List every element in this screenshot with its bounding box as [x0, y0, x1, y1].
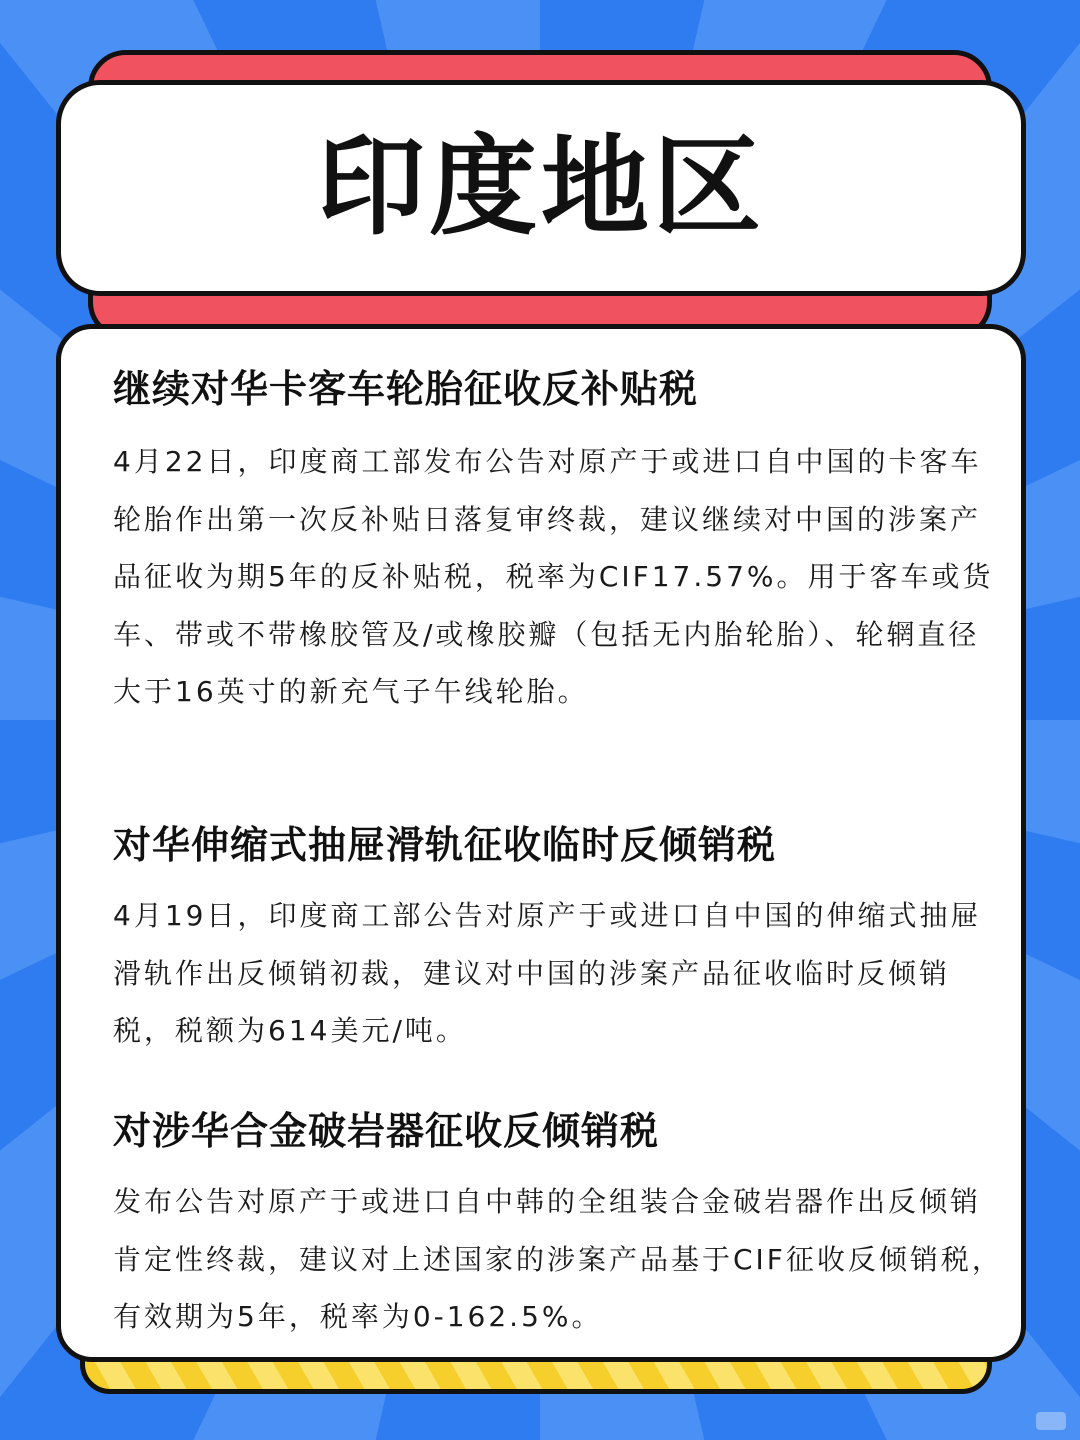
section-body: 4月19日，印度商工部公告对原产于或进口自中国的伸缩式抽屉滑轨作出反倾销初裁，建议对中国的涉案产品征收临时反倾销税，税额为614美元/吨。 — [113, 899, 982, 1047]
news-section-tires — [113, 367, 1003, 721]
news-section-rock-breakers — [113, 1109, 1003, 1346]
watermark-badge — [1036, 1412, 1066, 1430]
section-heading: 对涉华合金破岩器征收反倾销税 — [113, 1109, 660, 1153]
section-heading: 继续对华卡客车轮胎征收反补贴税 — [113, 367, 699, 411]
news-section-drawer-slides — [113, 823, 1003, 1060]
section-body: 4月22日，印度商工部发布公告对原产于或进口自中国的卡客车轮胎作出第一次反补贴日落复审终裁，建议继续对中国的涉案产品征收为期5年的反补贴税，税率为CIF17.57%。用于客车或货车、带或不带橡胶管及/或橡胶瓣（包括无内胎轮胎）、轮辋直径大于16英寸的新充气子午线轮胎。 — [113, 445, 994, 708]
title-card — [56, 80, 1026, 296]
section-heading: 对华伸缩式抽屉滑轨征收临时反倾销税 — [113, 823, 777, 867]
section-body: 发布公告对原产于或进口自中韩的全组装合金破岩器作出反倾销肯定性终裁，建议对上述国家的涉案产品基于CIF征收反倾销税，有效期为5年，税率为0-162.5%。 — [113, 1185, 1003, 1333]
page-title: 印度地区 — [316, 125, 765, 250]
content-card — [56, 324, 1026, 1362]
